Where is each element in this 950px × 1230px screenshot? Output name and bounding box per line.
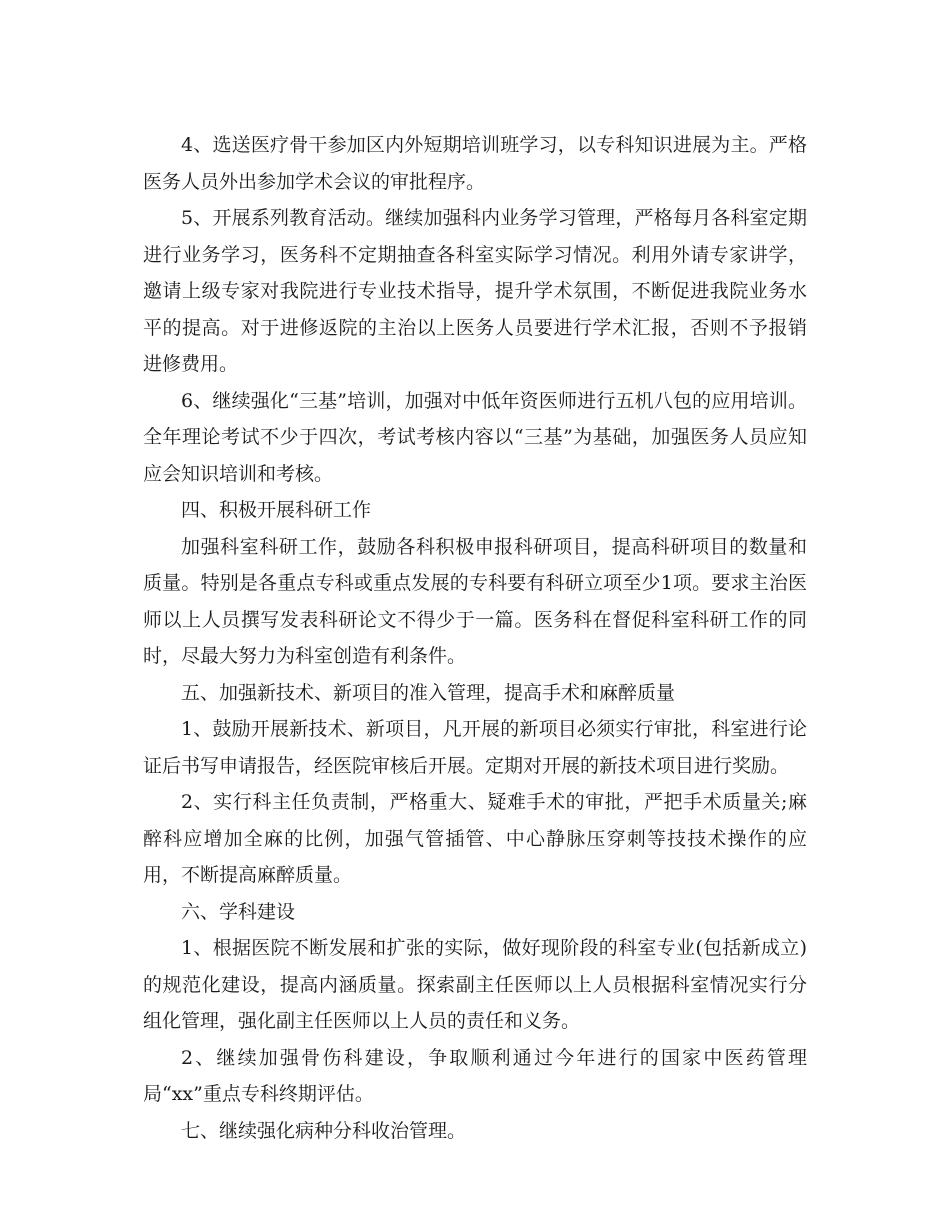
- paragraph-education-activities: 5、开展系列教育活动。继续加强科内业务学习管理，严格每月各科室定期进行业务学习，医务科不定期抽查各科室实际学习情况。利用外请专家讲学，邀请上级专家对我院进行专业技术指导，提升学术氛围，不断促进我院业务水平的提高。对于进修返院的主治以上医务人员要进行学术汇报，否则不予报销进修费用。: [143, 207, 807, 375]
- paragraph-standardization: 1、根据医院不断发展和扩张的实际，做好现阶段的科室专业(包括新成立)的规范化建设，提高内涵质量。探索副主任医师以上人员根据科室情况实行分组化管理，强化副主任医师以上人员的责任和义务。: [143, 937, 807, 1032]
- section-heading-discipline: 六、学科建设: [181, 900, 296, 923]
- section-heading-new-technology: 五、加强新技术、新项目的准入管理，提高手术和麻醉质量: [181, 681, 676, 704]
- paragraph-new-projects: 1、鼓励开展新技术、新项目，凡开展的新项目必须实行审批，科室进行论证后书写申请报告，经医院审核后开展。定期对开展的新技术项目进行奖励。: [143, 718, 807, 777]
- paragraph-director-responsibility: 2、实行科主任负责制，严格重大、疑难手术的审批，严把手术质量关;麻醉科应增加全麻的比例，加强气管插管、中心静脉压穿刺等技技术操作的应用，不断提高麻醉质量。: [143, 791, 807, 886]
- section-heading-disease-management: 七、继续强化病种分科收治管理。: [181, 1119, 467, 1142]
- paragraph-training-backbone: 4、选送医疗骨干参加区内外短期培训班学习，以专科知识进展为主。严格医务人员外出参加学术会议的审批程序。: [143, 134, 807, 193]
- document-body: [143, 127, 807, 1149]
- paragraph-research-work: 加强科室科研工作，鼓励各科积极申报科研项目，提高科研项目的数量和质量。特别是各重点专科或重点发展的专科要有科研立项至少1项。要求主治医师以上人员撰写发表科研论文不得少于一篇。医务科在督促科室科研工作的同时，尽最大努力为科室创造有利条件。: [143, 535, 807, 667]
- section-heading-research: 四、积极开展科研工作: [181, 499, 372, 521]
- paragraph-orthopedics: 2、继续加强骨伤科建设，争取顺利通过今年进行的国家中医药管理局“xx”重点专科终期评估。: [143, 1046, 807, 1105]
- paragraph-three-basics-training: 6、继续强化“三基”培训，加强对中低年资医师进行五机八包的应用培训。全年理论考试不少于四次，考试考核内容以“三基”为基础，加强医务人员应知应会知识培训和考核。: [143, 389, 807, 485]
